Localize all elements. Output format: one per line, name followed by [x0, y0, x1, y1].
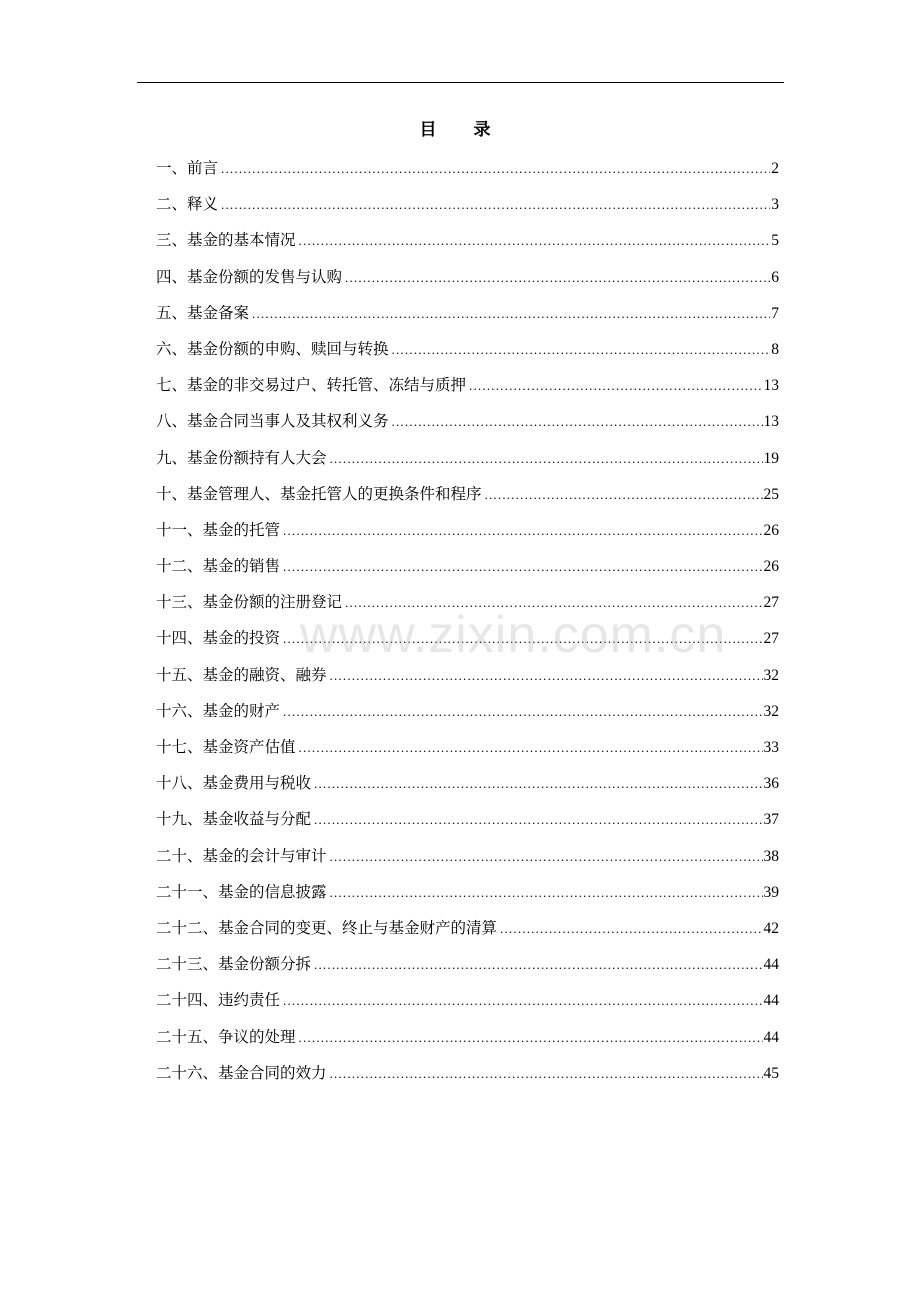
toc-entry-label: 十六、基金的财产 — [156, 701, 281, 720]
toc-leader — [252, 296, 770, 332]
toc-leader — [500, 911, 762, 947]
toc-entry[interactable] — [156, 729, 779, 765]
header-rule — [137, 82, 784, 83]
toc-entry[interactable] — [156, 259, 779, 295]
toc-entry-label: 十八、基金费用与税收 — [156, 774, 312, 793]
toc-entry-label: 九、基金份额持有人大会 — [156, 448, 327, 467]
toc-entry-label: 二、释义 — [156, 195, 219, 214]
toc-entry-label: 二十四、违约责任 — [156, 991, 281, 1010]
toc-entry-label: 二十、基金的会计与审计 — [156, 846, 327, 865]
toc-leader — [330, 1056, 763, 1092]
toc-entry-label: 十三、基金份额的注册登记 — [156, 593, 343, 612]
toc-title: 目 录 — [419, 120, 501, 140]
toc-entry-label: 十九、基金收益与分配 — [156, 810, 312, 829]
toc-entry-page: 5 — [771, 232, 779, 250]
toc-leader — [221, 151, 770, 187]
toc-entry-page: 45 — [763, 1064, 779, 1082]
toc-entry-page: 36 — [763, 775, 779, 793]
toc-entry-page: 33 — [763, 739, 779, 756]
toc-entry-page: 39 — [763, 883, 779, 901]
toc-entry[interactable] — [156, 476, 779, 512]
toc-leader — [330, 839, 763, 875]
toc-entry-label: 二十三、基金份额分拆 — [156, 955, 312, 974]
toc-entry-page: 42 — [763, 919, 779, 937]
toc-entry-page: 13 — [763, 413, 779, 431]
toc-leader — [299, 730, 763, 766]
toc-entry-label: 一、前言 — [156, 159, 219, 177]
toc-entry[interactable] — [156, 693, 779, 729]
toc-entry-label: 八、基金合同当事人及其权利义务 — [156, 412, 389, 431]
toc-entry[interactable] — [156, 440, 779, 476]
toc-entry-page: 19 — [763, 449, 779, 467]
toc-entry-page: 32 — [763, 702, 779, 720]
toc-entry-page: 27 — [763, 630, 779, 648]
toc-leader — [314, 947, 762, 983]
toc-leader — [283, 513, 762, 549]
toc-entry-label: 十七、基金资产估值 — [156, 738, 296, 756]
toc-entry-label: 六、基金份额的申购、赎回与转换 — [156, 339, 389, 358]
toc-leader — [283, 983, 762, 1019]
toc-entry-label: 十五、基金的融资、融券 — [156, 665, 327, 684]
watermark: www.zixin.com.cn — [300, 606, 727, 664]
toc-entry-page: 44 — [763, 992, 779, 1010]
toc-entry[interactable] — [156, 1055, 779, 1091]
toc-entry-page: 38 — [763, 847, 779, 865]
toc-entry-page: 26 — [763, 521, 779, 539]
toc-entry-page: 25 — [763, 485, 779, 503]
toc-entry-label: 十一、基金的托管 — [156, 520, 281, 539]
toc-entry-page: 37 — [763, 811, 779, 829]
toc-entry-label: 二十一、基金的信息披露 — [156, 882, 327, 901]
toc-leader — [283, 549, 762, 585]
toc-entry[interactable] — [156, 801, 779, 837]
toc-entry-label: 三、基金的基本情况 — [156, 231, 296, 250]
toc-entry[interactable] — [156, 186, 779, 222]
toc-leader — [345, 585, 762, 621]
toc-leader — [299, 223, 771, 259]
toc-entry[interactable] — [156, 222, 779, 258]
toc-entry[interactable] — [156, 982, 779, 1018]
toc-entry-label: 十二、基金的销售 — [156, 557, 281, 576]
toc-leader — [330, 658, 763, 694]
toc-leader — [330, 441, 763, 477]
toc-entry[interactable] — [156, 548, 779, 584]
toc-entry-label: 二十五、争议的处理 — [156, 1027, 296, 1046]
toc-entry[interactable] — [156, 946, 779, 982]
toc-entry-page: 44 — [763, 956, 779, 974]
toc-entry[interactable] — [156, 584, 779, 620]
table-of-contents — [156, 150, 779, 1091]
toc-entry-label: 二十六、基金合同的效力 — [156, 1063, 327, 1082]
toc-entry-label: 十、基金管理人、基金托管人的更换条件和程序 — [156, 484, 482, 503]
toc-entry[interactable] — [156, 295, 779, 331]
toc-entry-label: 五、基金备案 — [156, 303, 250, 322]
toc-entry[interactable] — [156, 403, 779, 439]
toc-entry[interactable] — [156, 765, 779, 801]
toc-leader — [299, 1020, 763, 1056]
toc-entry[interactable] — [156, 838, 779, 874]
toc-entry-page: 7 — [771, 304, 779, 322]
toc-entry-label: 十四、基金的投资 — [156, 629, 281, 648]
toc-entry[interactable] — [156, 910, 779, 946]
toc-entry[interactable] — [156, 331, 779, 367]
toc-entry-page: 27 — [763, 594, 779, 612]
toc-entry-page: 6 — [771, 268, 779, 286]
toc-entry[interactable] — [156, 874, 779, 910]
toc-entry-label: 二十二、基金合同的变更、终止与基金财产的清算 — [156, 918, 498, 937]
toc-entry-page: 26 — [763, 558, 779, 576]
toc-entry[interactable] — [156, 512, 779, 548]
toc-leader — [283, 694, 762, 730]
toc-entry[interactable] — [156, 367, 779, 403]
toc-entry[interactable] — [156, 1019, 779, 1055]
toc-entry[interactable] — [156, 620, 779, 656]
toc-entry-page: 44 — [763, 1028, 779, 1046]
toc-leader — [392, 404, 763, 440]
toc-leader — [314, 766, 762, 802]
toc-entry-page: 32 — [763, 666, 779, 684]
toc-leader — [485, 477, 763, 513]
toc-leader — [345, 260, 770, 296]
toc-entry-page: 13 — [763, 377, 779, 395]
toc-leader — [283, 621, 762, 657]
toc-entry-label: 七、基金的非交易过户、转托管、冻结与质押 — [156, 376, 467, 395]
toc-leader — [314, 802, 762, 838]
toc-entry-page: 2 — [771, 160, 779, 177]
toc-entry-page: 3 — [771, 196, 779, 214]
toc-leader — [392, 332, 771, 368]
toc-entry[interactable] — [156, 657, 779, 693]
toc-entry-label: 四、基金份额的发售与认购 — [156, 267, 343, 286]
toc-entry-page: 8 — [771, 340, 779, 358]
toc-leader — [469, 368, 762, 404]
toc-leader — [330, 875, 763, 911]
toc-entry[interactable] — [156, 150, 779, 186]
toc-leader — [221, 187, 770, 223]
